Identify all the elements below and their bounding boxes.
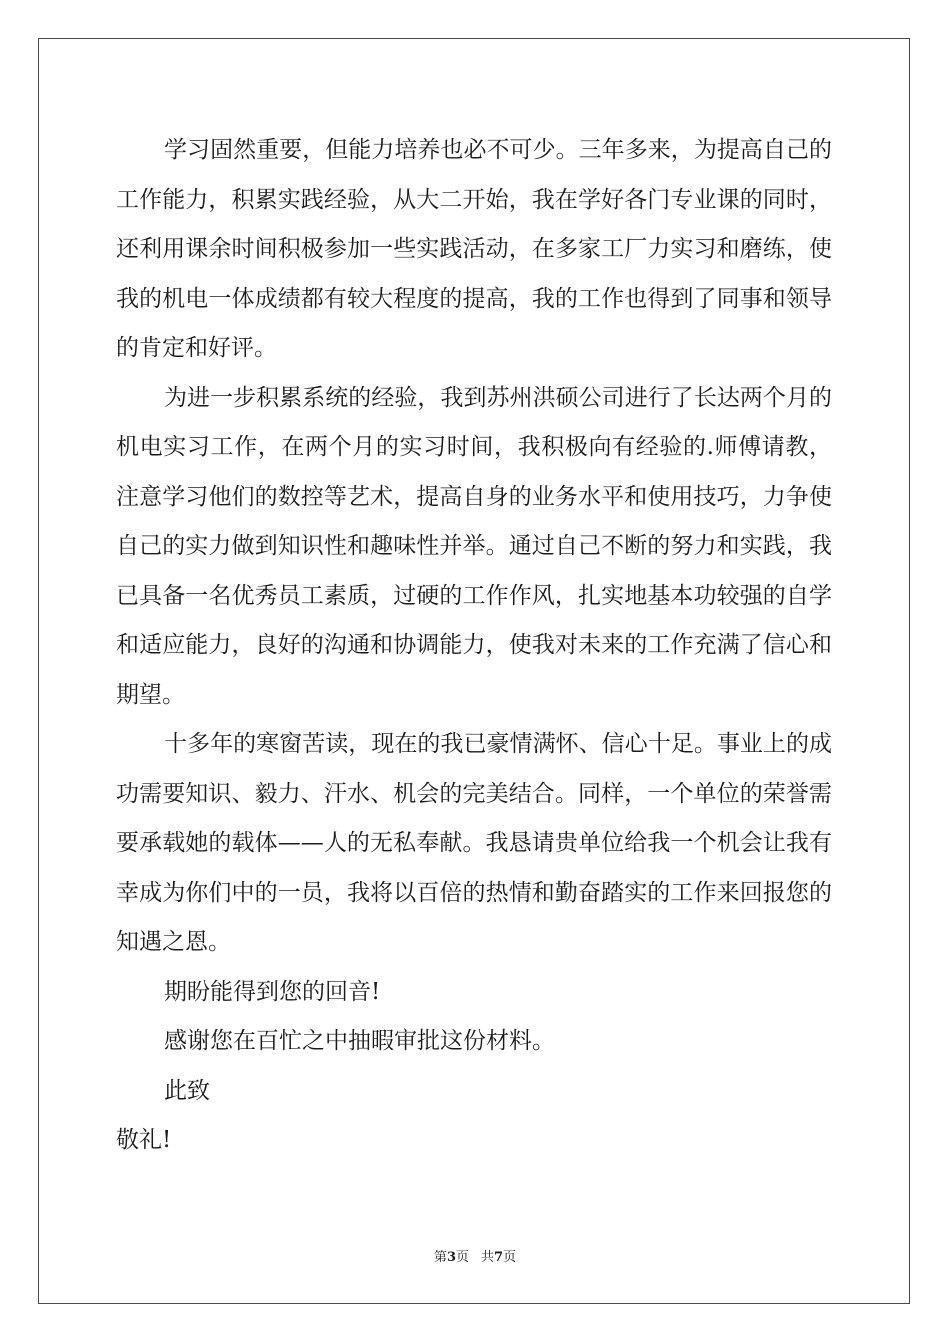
page-number: 3	[446, 1250, 456, 1265]
page-prefix: 第	[433, 1250, 447, 1265]
total-pages: 7	[494, 1250, 504, 1265]
page-suffix: 页	[455, 1250, 469, 1265]
paragraph-hope: 期盼能得到您的回音!	[164, 978, 381, 1005]
total-suffix: 页	[503, 1250, 517, 1265]
paragraph-salutation: 此致	[164, 1077, 210, 1104]
paragraph-aspiration: 十多年的寒窗苦读，现在的我已豪情满怀、信心十足。事业上的成功需要知识、毅力、汗水、机会的完美结合。同样，一个单位的荣誉需要承载她的载体——人的无私奉献。我恳请贵单位给我一个机会让我有幸成为你们中的一员，我将以百倍的热情和勤奋踏实的工作来回报您的知遇之恩。	[116, 731, 832, 955]
page-footer	[0, 1246, 950, 1265]
document-body	[116, 126, 832, 1166]
paragraph-thanks: 感谢您在百忙之中抽暇审批这份材料。	[164, 1028, 555, 1054]
paragraph-internship: 为进一步积累系统的经验，我到苏州洪硕公司进行了长达两个月的机电实习工作，在两个月的实习时间，我积极向有经验的.师傅请教，注意学习他们的数控等艺术，提高自身的业务水平和使用技巧，力争使自己的实力做到知识性和趣味性并举。通过自己不断的努力和实践，我已具备一名优秀员工素质，过硬的工作作风，扎实地基本功较强的自学和适应能力，良好的沟通和协调能力，使我对未来的工作充满了信心和期望。	[116, 384, 832, 708]
paragraph-ability: 学习固然重要，但能力培养也必不可少。三年多来，为提高自己的工作能力，积累实践经验，从大二开始，我在学好各门专业课的同时，还利用课余时间积极参加一些实践活动，在多家工厂力实习和磨练，使我的机电一体成绩都有较大程度的提高，我的工作也得到了同事和领导的肯定和好评。	[116, 137, 832, 361]
total-prefix: 共	[481, 1250, 495, 1265]
closing-regards: 敬礼!	[116, 1127, 172, 1153]
